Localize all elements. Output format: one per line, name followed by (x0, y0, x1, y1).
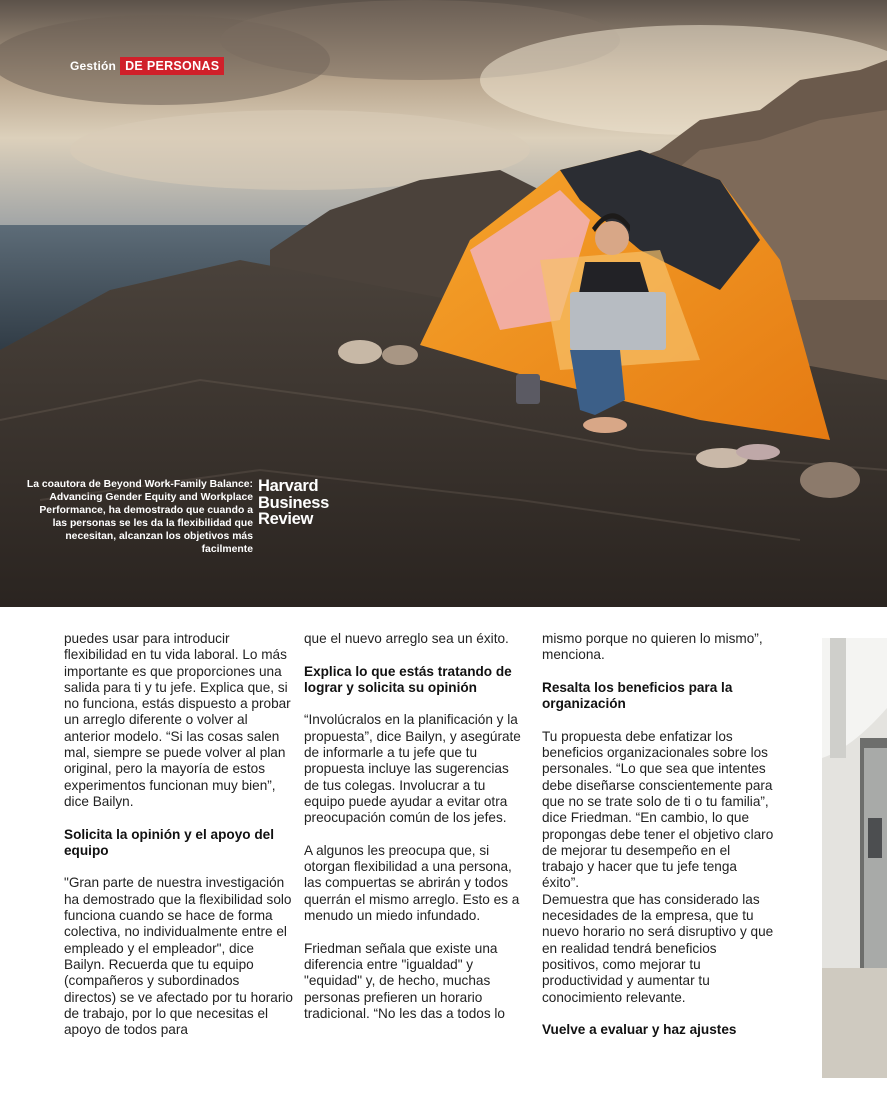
logo-line: Harvard (258, 477, 319, 495)
section-name-badge: DE PERSONAS (120, 57, 224, 75)
sandal (736, 444, 780, 460)
section-tag (70, 57, 224, 75)
subheading: Solicita la opinión y el apoyo del equipo (64, 826, 274, 858)
column (830, 638, 846, 758)
paragraph: A algunos les preocupa que, si otorgan flexibilidad a una persona, las compuertas se abrirán y todos querrán el mismo arreglo. Esto es a menudo un miedo infundado. (304, 842, 520, 924)
article-column-1 (64, 631, 294, 1055)
paragraph: puedes usar para introducir flexibilidad en tu vida laboral. Lo más importante es que proporciones una salida para ti y tu jefe. Explica que, si no funciona, estás dispuesto a probar un arreglo diferente o volver al anterior modelo. “Si las cosas salen mal, siempre se puede volver al plan original, pero la mayoría de estos experimentos funcionan muy bien”, dice Bailyn. (64, 631, 291, 809)
article-column-2 (304, 631, 526, 1038)
office-photo (822, 638, 887, 1078)
paragraph: "Gran parte de nuestra investigación ha demostrado que la flexibilidad solo funciona cuando se hace de forma colectiva, no individualmente entre el empleado y el empleador", dice Bailyn. Recuerda que tu equipo (compañeros y subordinados directos) se ve afectado por tu horario de trabajo, por lo que necesitas el apoyo de todos para (64, 875, 293, 1038)
paragraph: que el nuevo arreglo sea un éxito. (304, 631, 509, 646)
laptop (570, 292, 666, 350)
office-illustration (822, 638, 887, 1078)
floor (822, 968, 887, 1078)
stone (382, 345, 418, 365)
paragraph: Demuestra que has considerado las necesidades de la empresa, que tu nuevo horario no será disruptivo y que en realidad tendrá beneficios positivos, como mejorar tu productividad y aumentar tu conocimiento relevante. (542, 891, 774, 1005)
logo-line: Review (258, 510, 314, 528)
person-feet (583, 417, 627, 433)
stone (800, 462, 860, 498)
paragraph: Friedman señala que existe una diferencia entre "igualdad" y "equidad" y, de hecho, muchas personas prefieren un horario tradicional. “No les das a todos lo (304, 940, 505, 1021)
mug (516, 374, 540, 404)
logo-line: Business (258, 493, 329, 512)
subheading: Resalta los beneficios para la organización (542, 679, 733, 712)
photo-caption: La coautora de Beyond Work-Family Balance: Advancing Gender Equity and Workplace Performance, ha demostrado que cuando a las personas se les da la flexibilidad que necesitan, alcanzan los objetivos más facilmente (26, 479, 253, 555)
hbr-logo (258, 478, 329, 528)
paragraph: “Involúcralos en la planificación y la propuesta”, dice Bailyn, y asegúrate de informarle a tu jefe que tu propuesta incluye las sugerencias de tus colegas. Involucrar a tu equipo puede ayudar a evitar otra preocupación común de los jefes. (304, 712, 521, 826)
paragraph: mismo porque no quieren lo mismo”, menciona. (542, 631, 763, 663)
person-head (595, 221, 629, 255)
section-prefix: Gestión (70, 59, 117, 73)
glass-door (864, 748, 887, 973)
subheading: Explica lo que estás tratando de lograr y solicita su opinión (304, 663, 512, 695)
paragraph: Tu propuesta debe enfatizar los beneficios organizacionales sobre los personales. “Lo que sea que intentes debe diseñarse conscientemente para que no se trate solo de ti o tu familia”, dice Friedman. “En cambio, lo que propongas debe tener el objetivo claro de mejorar tu desempeño en el trabajo y hacer que tu jefe tenga éxito”. (542, 728, 774, 891)
office-chair (868, 818, 882, 858)
article-column-3 (542, 631, 774, 1055)
subheading: Vuelve a evaluar y haz ajustes (542, 1022, 737, 1038)
stone (338, 340, 382, 364)
